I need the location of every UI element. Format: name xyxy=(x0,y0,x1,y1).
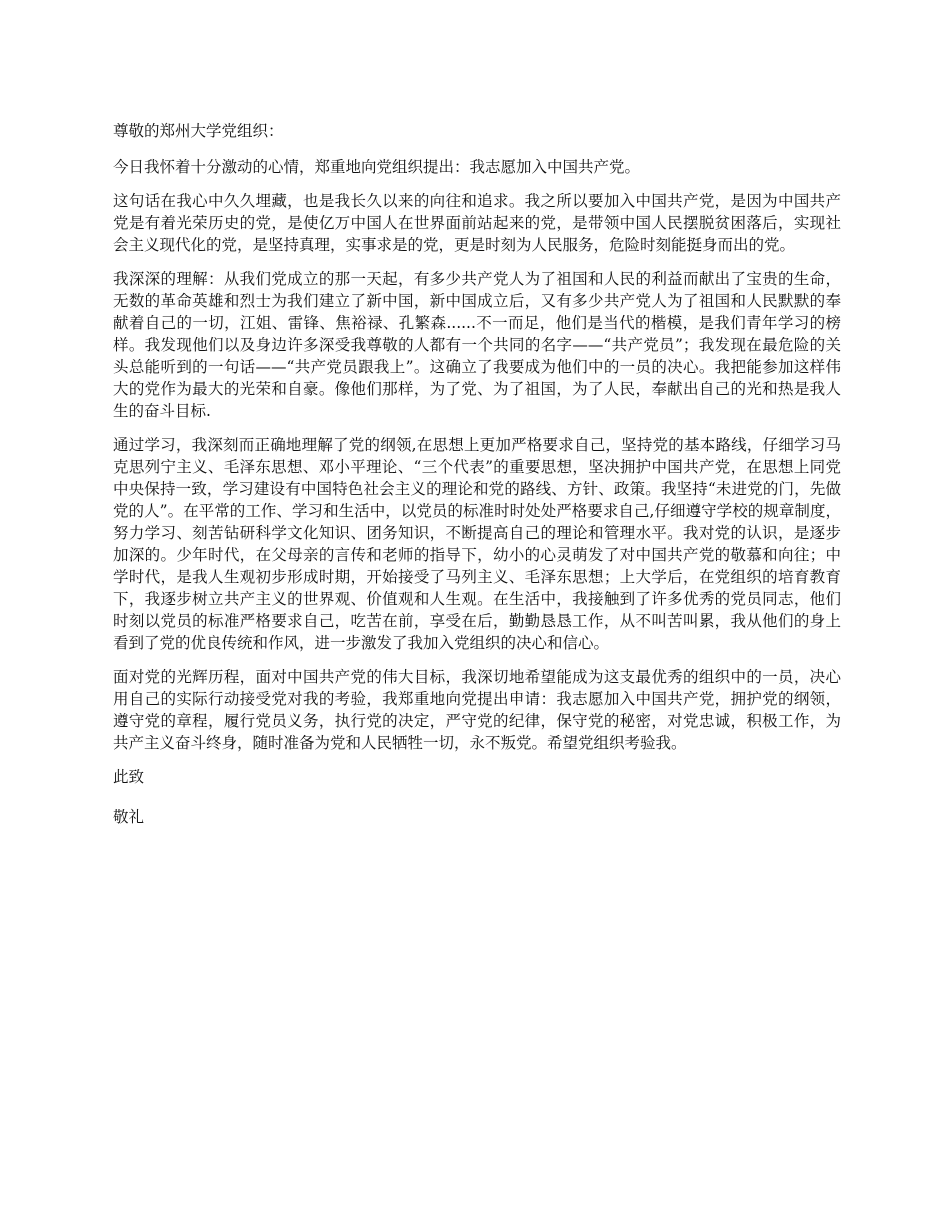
letter-document xyxy=(113,120,841,846)
letter-paragraph-3: 我深深的理解：从我们党成立的那一天起，有多少共产党人为了祖国和人民的利益而献出了宝贵的生命，无数的革命英雄和烈士为我们建立了新中国，新中国成立后，又有多少共产党人为了祖国和人民默默的奉献着自己的一切，江姐、雷锋、焦裕禄、孔繁森......不一而足，他们是当代的楷模，是我们青年学习的榜样。我发现他们以及身边许多深受我尊敬的人都有一个共同的名字——“共产党员”；我发现在最危险的关头总能听到的一句话——“共产党员跟我上”。这确立了我要成为他们中的一员的决心。我把能参加这样伟大的党作为最大的光荣和自豪。像他们那样，为了党、为了祖国，为了人民，奉献出自己的光和热是我人生的奋斗目标. xyxy=(113,270,841,420)
closing-greeting: 此致 xyxy=(113,768,145,786)
letter-paragraph-4: 通过学习，我深刻而正确地理解了党的纲领,在思想上更加严格要求自己，坚持党的基本路线，仔细学习马克思列宁主义、毛泽东思想、邓小平理论、“三个代表”的重要思想，坚决拥护中国共产党，在思想上同党中央保持一致，学习建设有中国特色社会主义的理论和党的路线、方针、政策。我坚持“未进党的门，先做党的人”。在平常的工作、学习和生活中，以党员的标准时时处处严格要求自己,仔细遵守学校的规章制度，努力学习、刻苦钻研科学文化知识、团务知识，不断提高自己的理论和管理水平。我对党的认识，是逐步加深的。少年时代，在父母亲的言传和老师的指导下，幼小的心灵萌发了对中国共产党的敬慕和向往；中学时代，是我人生观初步形成时期，开始接受了马列主义、毛泽东思想；上大学后，在党组织的培育教育下，我逐步树立共产主义的世界观、价值观和人生观。在生活中，我接触到了许多优秀的党员同志，他们时刻以党员的标准严格要求自己，吃苦在前，享受在后，勤勤恳恳工作，从不叫苦叫累，我从他们的身上看到了党的优良传统和作风，进一步激发了我加入党组织的决心和信心。 xyxy=(113,436,841,652)
letter-paragraph-1: 今日我怀着十分激动的心情，郑重地向党组织提出：我志愿加入中国共产党。 xyxy=(113,158,641,176)
closing-salute: 敬礼 xyxy=(113,808,145,826)
letter-paragraph-5: 面对党的光辉历程，面对中国共产党的伟大目标，我深切地希望能成为这支最优秀的组织中的一员，决心用自己的实际行动接受党对我的考验，我郑重地向党提出申请：我志愿加入中国共产党，拥护党的纲领，遵守党的章程，履行党员义务，执行党的决定，严守党的纪律，保守党的秘密，对党忠诚，积极工作，为共产主义奋斗终身，随时准备为党和人民牺牲一切，永不叛党。希望党组织考验我。 xyxy=(113,668,841,752)
letter-salutation: 尊敬的郑州大学党组织： xyxy=(113,122,284,140)
letter-paragraph-2: 这句话在我心中久久埋藏，也是我长久以来的向往和追求。我之所以要加入中国共产党，是因为中国共产党是有着光荣历史的党，是使亿万中国人在世界面前站起来的党，是带领中国人民摆脱贫困落后，实现社会主义现代化的党，是坚持真理，实事求是的党，更是时刻为人民服务，危险时刻能挺身而出的党。 xyxy=(113,192,841,254)
